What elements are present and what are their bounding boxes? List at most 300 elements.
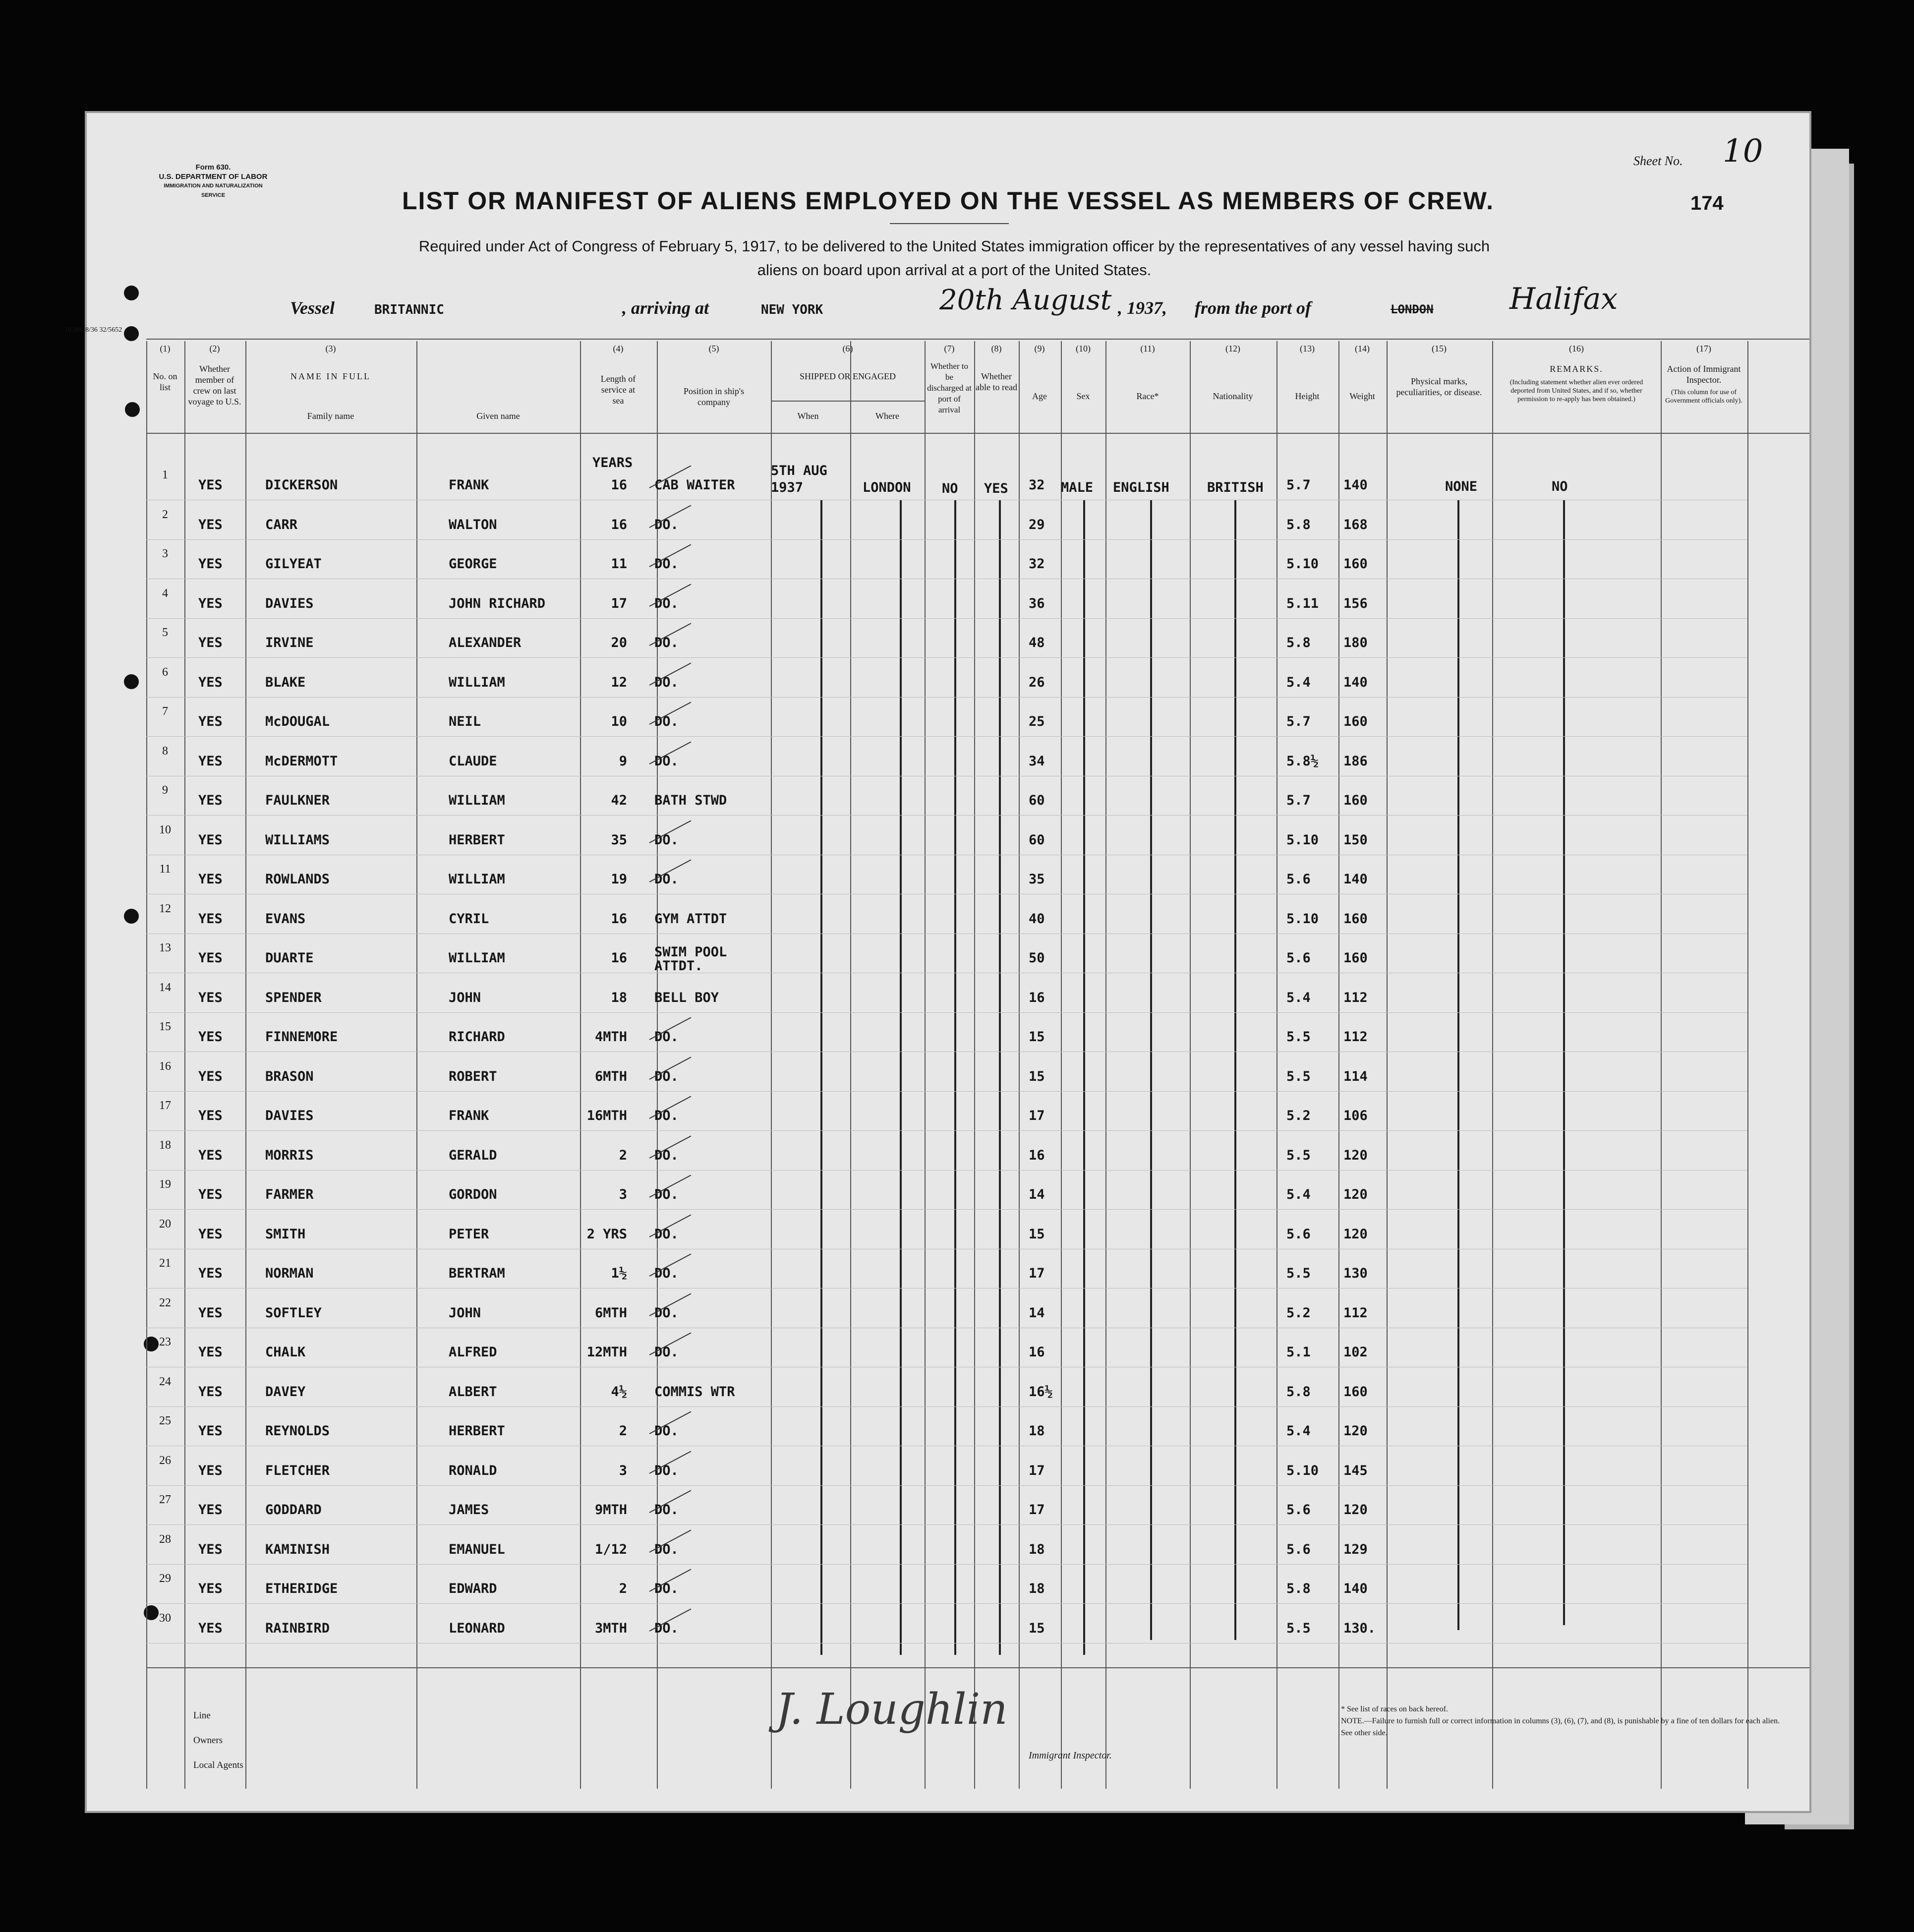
row-6-position: DO. [654, 674, 679, 690]
row-11-crew: YES [198, 872, 223, 887]
col-num-15: (15) [1432, 344, 1447, 353]
row-8-given: CLAUDE [449, 753, 497, 769]
row-14-weight: 112 [1343, 990, 1368, 1005]
row-separator [146, 1406, 1747, 1407]
col-hdr-remarks: REMARKS. [1550, 364, 1603, 374]
row-22-given: JOHN [449, 1305, 481, 1321]
row-28-given: EMANUEL [449, 1541, 505, 1557]
row-7-given: NEIL [449, 714, 481, 729]
row-19-weight: 120 [1343, 1187, 1368, 1202]
row-15-service: 4MTH [594, 1029, 627, 1045]
punch-hole [124, 326, 139, 341]
row-14-age: 16 [1029, 990, 1045, 1005]
subtitle [260, 234, 1648, 282]
row-8-weight: 186 [1343, 753, 1368, 769]
row-28-height: 5.6 [1286, 1541, 1311, 1557]
row-23-given: ALFRED [449, 1345, 497, 1360]
row-25-service: 2 [619, 1423, 627, 1439]
row-16-service: 6MTH [594, 1068, 627, 1084]
row-11-given: WILLIAM [449, 872, 505, 887]
row-14-height: 5.4 [1286, 990, 1311, 1005]
row-13-position: SWIM POOL ATTDT. [654, 944, 727, 974]
row-17-given: FRANK [449, 1108, 489, 1123]
subtitle-line-1: Required under Act of Congress of February 5, 1917, to be delivered to the United States immigration officer by the representatives of any vessel having such [418, 237, 1490, 255]
col-num-16: (16) [1569, 344, 1584, 353]
row-8-crew: YES [198, 753, 223, 769]
row-3-no: 3 [162, 547, 168, 560]
col-hdr-where: Where [875, 411, 899, 421]
page-title: LIST OR MANIFEST OF ALIENS EMPLOYED ON THE VESSEL AS MEMBERS OF CREW. [402, 187, 1494, 215]
row-15-no: 15 [159, 1020, 171, 1033]
row-17-height: 5.2 [1286, 1108, 1311, 1123]
row-20-age: 15 [1029, 1226, 1045, 1242]
row-25-age: 18 [1029, 1423, 1045, 1439]
row-2-weight: 168 [1343, 517, 1368, 532]
row-6-age: 26 [1029, 674, 1045, 690]
row-18-no: 18 [159, 1138, 171, 1152]
row-29-crew: YES [198, 1581, 223, 1596]
row-24-crew: YES [198, 1384, 223, 1400]
row-8-position: DO. [654, 753, 679, 769]
row-2-height: 5.8 [1286, 517, 1311, 532]
row-7-family: McDOUGAL [265, 714, 330, 729]
row-4-crew: YES [198, 595, 223, 611]
arrival-date: 20th August [939, 284, 1112, 316]
row-13-given: WILLIAM [449, 950, 505, 966]
row-16-height: 5.5 [1286, 1068, 1311, 1084]
row-14-family: SPENDER [265, 990, 322, 1005]
col-num-4: (4) [613, 344, 624, 353]
ditto-mark-where [900, 500, 902, 1655]
row-7-crew: YES [198, 714, 223, 729]
row-10-service: 35 [611, 832, 627, 848]
row-5-service: 20 [611, 635, 627, 650]
row-4-position: DO. [654, 595, 679, 611]
row-16-age: 15 [1029, 1068, 1045, 1084]
row-18-height: 5.5 [1286, 1147, 1311, 1163]
row-25-family: REYNOLDS [265, 1423, 330, 1439]
row-26-age: 17 [1029, 1463, 1045, 1478]
punch-hole [124, 286, 139, 300]
arriving-label: , arriving at [622, 298, 709, 318]
row-25-height: 5.4 [1286, 1423, 1311, 1439]
row-16-position: DO. [654, 1068, 679, 1084]
row-27-age: 17 [1029, 1502, 1045, 1518]
row-30-service: 3MTH [594, 1620, 627, 1636]
row-separator [146, 1603, 1747, 1604]
row-23-family: CHALK [265, 1345, 306, 1360]
row-2-age: 29 [1029, 517, 1045, 532]
row-29-weight: 140 [1343, 1581, 1368, 1596]
row-2-no: 2 [162, 508, 168, 521]
row-27-no: 27 [159, 1493, 171, 1506]
row-25-position: DO. [654, 1423, 679, 1439]
col-divider [1019, 341, 1020, 1789]
col-divider [771, 341, 772, 1789]
row-1-no: 1 [162, 468, 168, 481]
ditto-mark-when [820, 500, 822, 1655]
row-24-family: DAVEY [265, 1384, 306, 1400]
row-13-weight: 160 [1343, 950, 1368, 966]
col-num-12: (12) [1225, 344, 1240, 353]
footer-notes [1341, 1703, 1787, 1739]
row-24-position: COMMIS WTR [654, 1384, 735, 1400]
col-hdr-race: Race* [1136, 391, 1159, 401]
row-24-weight: 160 [1343, 1384, 1368, 1400]
col-hdr-weight: Weight [1349, 391, 1375, 401]
col-divider [974, 341, 975, 1789]
row-25-weight: 120 [1343, 1423, 1368, 1439]
col-divider [1492, 341, 1493, 1789]
title-divider [890, 223, 1009, 224]
row-30-given: LEONARD [449, 1620, 505, 1636]
col-num-8: (8) [991, 344, 1002, 353]
row-25-no: 25 [159, 1414, 171, 1427]
table-bottom-rule [146, 1667, 1809, 1668]
row-21-given: BERTRAM [449, 1266, 505, 1281]
punch-hole [124, 909, 139, 924]
row-5-no: 5 [162, 626, 168, 639]
row-1-height: 5.7 [1286, 477, 1311, 493]
row-12-family: EVANS [265, 911, 306, 927]
row-30-weight: 130. [1343, 1620, 1376, 1636]
row-17-service: 16MTH [586, 1108, 627, 1123]
row-3-height: 5.10 [1286, 556, 1319, 572]
row-10-family: WILLIAMS [265, 832, 330, 848]
row-23-service: 12MTH [586, 1345, 627, 1360]
read-value: YES [984, 481, 1008, 496]
row-13-service: 16 [611, 950, 627, 966]
row-18-position: DO. [654, 1147, 679, 1163]
col-hdr-action-note: (This column for use of Government officials only). [1665, 389, 1742, 405]
ditto-mark-read [999, 500, 1001, 1655]
row-30-crew: YES [198, 1620, 223, 1636]
col-num-6: (6) [842, 344, 853, 353]
row-26-no: 26 [159, 1454, 171, 1467]
col-hdr-remarks-note: (Including statement whether alien ever ordered deported from United States, and if so, whether permission to re-apply has been obtained.) [1509, 379, 1643, 403]
row-23-height: 5.1 [1286, 1345, 1311, 1360]
col-divider [1747, 341, 1748, 1789]
vessel-name: BRITANNIC [374, 302, 444, 317]
row-separator [146, 539, 1747, 540]
col-hdr-age: Age [1032, 391, 1047, 401]
row-9-weight: 160 [1343, 793, 1368, 808]
row-7-position: DO. [654, 714, 679, 729]
row-23-age: 16 [1029, 1345, 1045, 1360]
row-15-given: RICHARD [449, 1029, 505, 1045]
row-12-height: 5.10 [1286, 911, 1319, 927]
row-separator [146, 1524, 1747, 1525]
row-26-given: RONALD [449, 1463, 497, 1478]
subtitle-line-2: aliens on board upon arrival at a port of the United States. [757, 261, 1152, 279]
row-25-given: HERBERT [449, 1423, 505, 1439]
col-num-10: (10) [1076, 344, 1091, 353]
col-hdr-given: Given name [476, 411, 520, 421]
col-divider [245, 341, 246, 1789]
row-separator [146, 1485, 1747, 1486]
row-20-crew: YES [198, 1226, 223, 1242]
row-22-family: SOFTLEY [265, 1305, 322, 1321]
header-bottom-rule [146, 433, 1809, 434]
row-13-height: 5.6 [1286, 950, 1311, 966]
row-26-service: 3 [619, 1463, 627, 1478]
col-hdr-name: NAME IN FULL [290, 371, 371, 381]
row-6-height: 5.4 [1286, 674, 1311, 690]
col-num-11: (11) [1140, 344, 1155, 353]
col-num-9: (9) [1034, 344, 1045, 353]
row-16-no: 16 [159, 1059, 171, 1073]
row-28-age: 18 [1029, 1541, 1045, 1557]
row-9-crew: YES [198, 793, 223, 808]
row-24-no: 24 [159, 1375, 171, 1388]
header-top-rule [146, 339, 1809, 340]
row-7-no: 7 [162, 705, 168, 718]
row-26-family: FLETCHER [265, 1463, 330, 1478]
row-22-no: 22 [159, 1296, 171, 1309]
row-29-height: 5.8 [1286, 1581, 1311, 1596]
shipped-subrule [771, 401, 925, 402]
arrival-year: , 1937, [1118, 298, 1167, 318]
row-1-age: 32 [1029, 477, 1045, 493]
inspector-signature: J. Loughlin [776, 1685, 1008, 1734]
row-9-height: 5.7 [1286, 793, 1311, 808]
row-separator [146, 1564, 1747, 1565]
row-28-crew: YES [198, 1541, 223, 1557]
row-22-crew: YES [198, 1305, 223, 1321]
col-num-5: (5) [708, 344, 719, 353]
row-2-position: DO. [654, 517, 679, 532]
row-1-service: 16 [611, 477, 627, 493]
print-code: 10,000 8/36 32/5652 [64, 326, 122, 334]
row-29-family: ETHERIDGE [265, 1581, 338, 1596]
row-19-given: GORDON [449, 1187, 497, 1202]
row-6-family: BLAKE [265, 674, 306, 690]
row-14-no: 14 [159, 981, 171, 994]
row-13-no: 13 [159, 941, 171, 954]
row-9-family: FAULKNER [265, 793, 330, 808]
row-21-no: 21 [159, 1257, 171, 1270]
row-2-crew: YES [198, 517, 223, 532]
row-17-family: DAVIES [265, 1108, 314, 1123]
discharged-value: NO [942, 481, 958, 496]
row-23-no: 23 [159, 1336, 171, 1348]
row-23-position: DO. [654, 1345, 679, 1360]
row-19-crew: YES [198, 1187, 223, 1202]
marks-value: NONE [1445, 479, 1478, 494]
row-6-no: 6 [162, 665, 168, 679]
shipped-where: LONDON [863, 480, 911, 495]
row-separator [146, 1091, 1747, 1092]
col-hdr-service: Length of service at sea [600, 374, 636, 406]
row-11-no: 11 [159, 863, 171, 876]
row-26-height: 5.10 [1286, 1463, 1319, 1478]
departure-port: Halifax [1509, 282, 1618, 316]
row-9-given: WILLIAM [449, 793, 505, 808]
row-12-weight: 160 [1343, 911, 1368, 927]
ditto-mark-sex [1083, 500, 1085, 1655]
row-separator [146, 815, 1747, 816]
row-22-height: 5.2 [1286, 1305, 1311, 1321]
row-21-weight: 130 [1343, 1266, 1368, 1281]
col-divider [416, 341, 417, 1789]
col-hdr-when: When [797, 411, 819, 421]
row-14-position: BELL BOY [654, 990, 719, 1005]
row-26-crew: YES [198, 1463, 223, 1478]
row-13-crew: YES [198, 950, 223, 966]
row-13-family: DUARTE [265, 950, 314, 966]
row-14-service: 18 [611, 990, 627, 1005]
inspector-label: Immigrant Inspector. [1029, 1750, 1112, 1761]
ditto-mark-nationality [1234, 500, 1236, 1640]
row-30-no: 30 [159, 1611, 171, 1625]
row-26-weight: 145 [1343, 1463, 1368, 1478]
row-6-service: 12 [611, 674, 627, 690]
row-17-age: 17 [1029, 1108, 1045, 1123]
row-6-crew: YES [198, 674, 223, 690]
row-12-service: 16 [611, 911, 627, 927]
row-12-position: GYM ATTDT [654, 911, 727, 927]
col-hdr-no: No. on list [153, 371, 177, 392]
row-4-age: 36 [1029, 595, 1045, 611]
row-27-given: JAMES [449, 1502, 489, 1518]
col-divider [1061, 341, 1062, 1789]
row-28-service: 1/12 [594, 1541, 627, 1557]
row-separator [146, 1170, 1747, 1171]
row-3-given: GEORGE [449, 556, 497, 572]
row-12-crew: YES [198, 911, 223, 927]
manifest-sheet [64, 113, 1809, 1811]
row-4-family: DAVIES [265, 595, 314, 611]
col-divider [1276, 341, 1277, 1789]
row-separator [146, 1209, 1747, 1210]
row-21-age: 17 [1029, 1266, 1045, 1281]
col-num-7: (7) [944, 344, 955, 353]
row-18-age: 16 [1029, 1147, 1045, 1163]
row-8-family: McDERMOTT [265, 753, 338, 769]
row-1-family: DICKERSON [265, 477, 338, 493]
col-hdr-position: Position in ship's company [683, 386, 745, 407]
col-divider [1661, 341, 1662, 1789]
page-number: 174 [1690, 192, 1724, 214]
ditto-mark-discharged [954, 500, 956, 1655]
race-value: ENGLISH [1113, 480, 1169, 495]
row-10-given: HERBERT [449, 832, 505, 848]
sex-value: MALE [1061, 480, 1094, 495]
row-2-given: WALTON [449, 517, 497, 532]
col-hdr-shipped: SHIPPED OR ENGAGED [799, 371, 896, 381]
line-label: Line [193, 1710, 211, 1721]
row-separator [146, 657, 1747, 658]
row-5-position: DO. [654, 635, 679, 650]
row-30-height: 5.5 [1286, 1620, 1311, 1636]
col-hdr-discharged: Whether to be discharged at port of arrival [927, 361, 972, 414]
row-6-weight: 140 [1343, 674, 1368, 690]
ditto-mark-race [1150, 500, 1152, 1640]
col-num-3: (3) [325, 344, 336, 353]
sheet-number: 10 [1723, 133, 1763, 170]
row-4-given: JOHN RICHARD [449, 595, 546, 611]
row-7-service: 10 [611, 714, 627, 729]
row-16-family: BRASON [265, 1068, 314, 1084]
remarks-value: NO [1552, 479, 1568, 494]
row-27-position: DO. [654, 1502, 679, 1518]
col-num-13: (13) [1300, 344, 1315, 353]
penalty-note: NOTE.—Failure to furnish full or correct information in columns (3), (6), (7), and (8), is punishable by a fine of ten dollars for each alien. See other side. [1341, 1717, 1780, 1737]
col-num-17: (17) [1696, 344, 1711, 353]
row-26-position: DO. [654, 1463, 679, 1478]
punch-hole [124, 674, 139, 689]
row-12-given: CYRIL [449, 911, 489, 927]
row-12-age: 40 [1029, 911, 1045, 927]
row-separator [146, 618, 1747, 619]
row-18-weight: 120 [1343, 1147, 1368, 1163]
row-15-height: 5.5 [1286, 1029, 1311, 1045]
row-9-position: BATH STWD [654, 793, 727, 808]
col-divider [146, 341, 147, 1789]
row-1-given: FRANK [449, 477, 489, 493]
row-19-position: DO. [654, 1187, 679, 1202]
row-5-weight: 180 [1343, 635, 1368, 650]
row-14-crew: YES [198, 990, 223, 1005]
col-divider [1338, 341, 1339, 1789]
row-7-age: 25 [1029, 714, 1045, 729]
row-8-height: 5.8½ [1286, 753, 1319, 769]
row-4-service: 17 [611, 595, 627, 611]
col-num-14: (14) [1355, 344, 1370, 353]
col-hdr-nationality: Nationality [1213, 391, 1253, 401]
row-21-position: DO. [654, 1266, 679, 1281]
sheet-label: Sheet No. [1633, 154, 1683, 168]
row-21-height: 5.5 [1286, 1266, 1311, 1281]
row-17-position: DO. [654, 1108, 679, 1123]
punch-hole [125, 402, 140, 417]
row-separator [146, 697, 1747, 698]
col-divider [925, 341, 926, 1789]
row-29-no: 29 [159, 1572, 171, 1585]
row-18-service: 2 [619, 1147, 627, 1163]
nationality-value: BRITISH [1207, 480, 1264, 495]
row-3-crew: YES [198, 556, 223, 572]
row-11-family: ROWLANDS [265, 872, 330, 887]
ditto-mark-remarks [1563, 500, 1565, 1625]
row-20-weight: 120 [1343, 1226, 1368, 1242]
from-port-label: from the port of [1195, 298, 1312, 318]
row-13-age: 50 [1029, 950, 1045, 966]
row-7-weight: 160 [1343, 714, 1368, 729]
row-11-height: 5.6 [1286, 872, 1311, 887]
col-divider [1190, 341, 1191, 1789]
row-20-height: 5.6 [1286, 1226, 1311, 1242]
row-11-position: DO. [654, 872, 679, 887]
row-10-age: 60 [1029, 832, 1045, 848]
row-5-crew: YES [198, 635, 223, 650]
row-9-age: 60 [1029, 793, 1045, 808]
row-25-crew: YES [198, 1423, 223, 1439]
row-27-height: 5.6 [1286, 1502, 1311, 1518]
col-divider [184, 341, 185, 1789]
row-20-given: PETER [449, 1226, 489, 1242]
shipped-when: 5TH AUG 1937 [771, 463, 827, 495]
row-19-family: FARMER [265, 1187, 314, 1202]
col-hdr-marks: Physical marks, peculiarities, or disease. [1396, 376, 1482, 397]
row-14-given: JOHN [449, 990, 481, 1005]
row-22-weight: 112 [1343, 1305, 1368, 1321]
row-10-height: 5.10 [1286, 832, 1319, 848]
row-8-service: 9 [619, 753, 627, 769]
row-20-no: 20 [159, 1217, 171, 1230]
row-separator [146, 1012, 1747, 1013]
row-15-weight: 112 [1343, 1029, 1368, 1045]
